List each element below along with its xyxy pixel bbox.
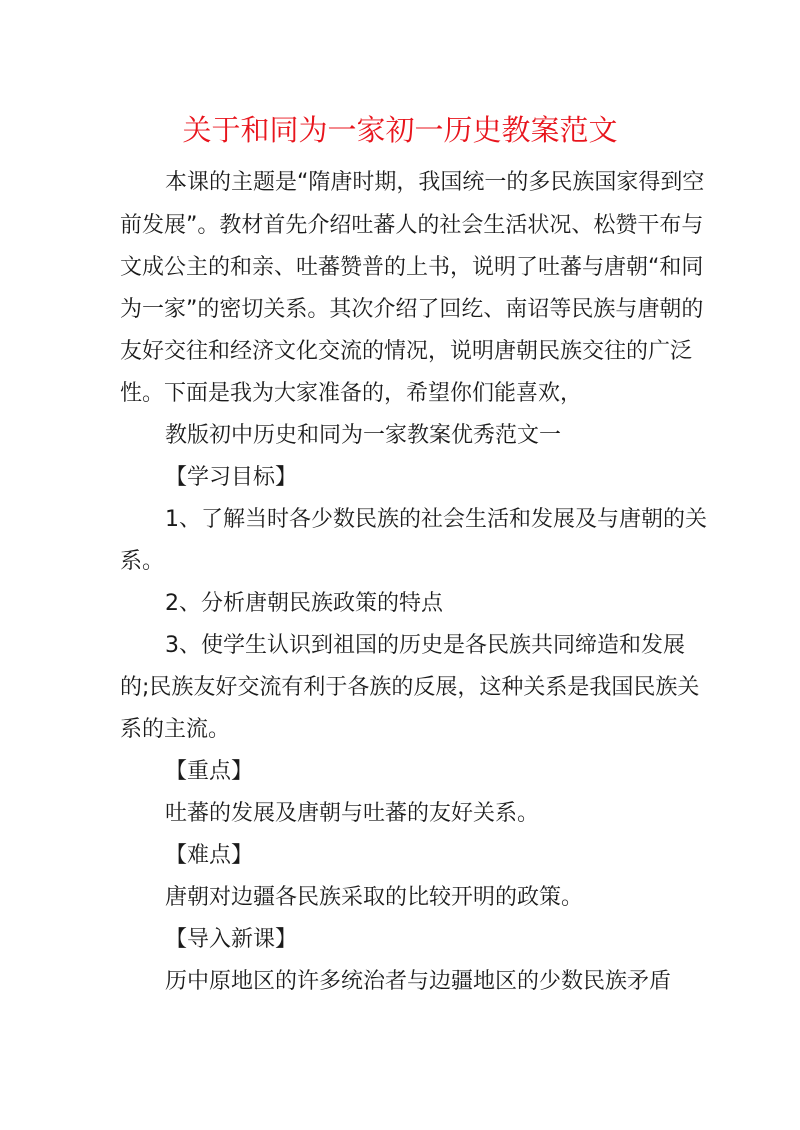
- paragraph-line: 2、分析唐朝民族政策的特点: [165, 591, 443, 616]
- paragraph-line: 系的主流。: [120, 717, 231, 742]
- section-heading-introduction: 【导入新课】: [165, 927, 298, 952]
- section-heading-key-points: 【重点】: [165, 759, 254, 784]
- paragraph-line: 本课的主题是“隋唐时期，我国统一的多民族国家得到空: [165, 170, 705, 195]
- paragraph-line: 为一家”的密切关系。其次介绍了回纥、南诏等民族与唐朝的: [120, 297, 704, 322]
- section-heading-difficulties: 【难点】: [165, 843, 254, 868]
- paragraph-line: 历中原地区的许多统治者与边疆地区的少数民族矛盾: [165, 969, 672, 994]
- paragraph-line: 性。下面是我为大家准备的，希望你们能喜欢，: [120, 381, 583, 406]
- section-subtitle: 教版初中历史和同为一家教案优秀范文一: [165, 423, 562, 448]
- paragraph-line: 3、使学生认识到祖国的历史是各民族共同缔造和发展: [165, 633, 685, 658]
- document-title: 关于和同为一家初一历史教案范文: [182, 113, 618, 147]
- paragraph-line: 1、了解当时各少数民族的社会生活和发展及与唐朝的关: [165, 507, 707, 532]
- paragraph-line: 唐朝对边疆各民族采取的比较开明的政策。: [165, 885, 584, 910]
- paragraph-line: 吐蕃的发展及唐朝与吐蕃的友好关系。: [165, 801, 540, 826]
- section-heading-learning-goals: 【学习目标】: [165, 465, 298, 490]
- paragraph-line: 前发展”。教材首先介绍吐蕃人的社会生活状况、松赞干布与: [120, 213, 704, 238]
- paragraph-line: 系。: [120, 549, 165, 574]
- paragraph-line: 友好交往和经济文化交流的情况，说明唐朝民族交往的广泛: [120, 339, 693, 364]
- paragraph-line: 的;民族友好交流有利于各族的反展，这种关系是我国民族关: [120, 675, 700, 700]
- paragraph-line: 文成公主的和亲、吐蕃赞普的上书，说明了吐蕃与唐朝“和同: [120, 255, 704, 280]
